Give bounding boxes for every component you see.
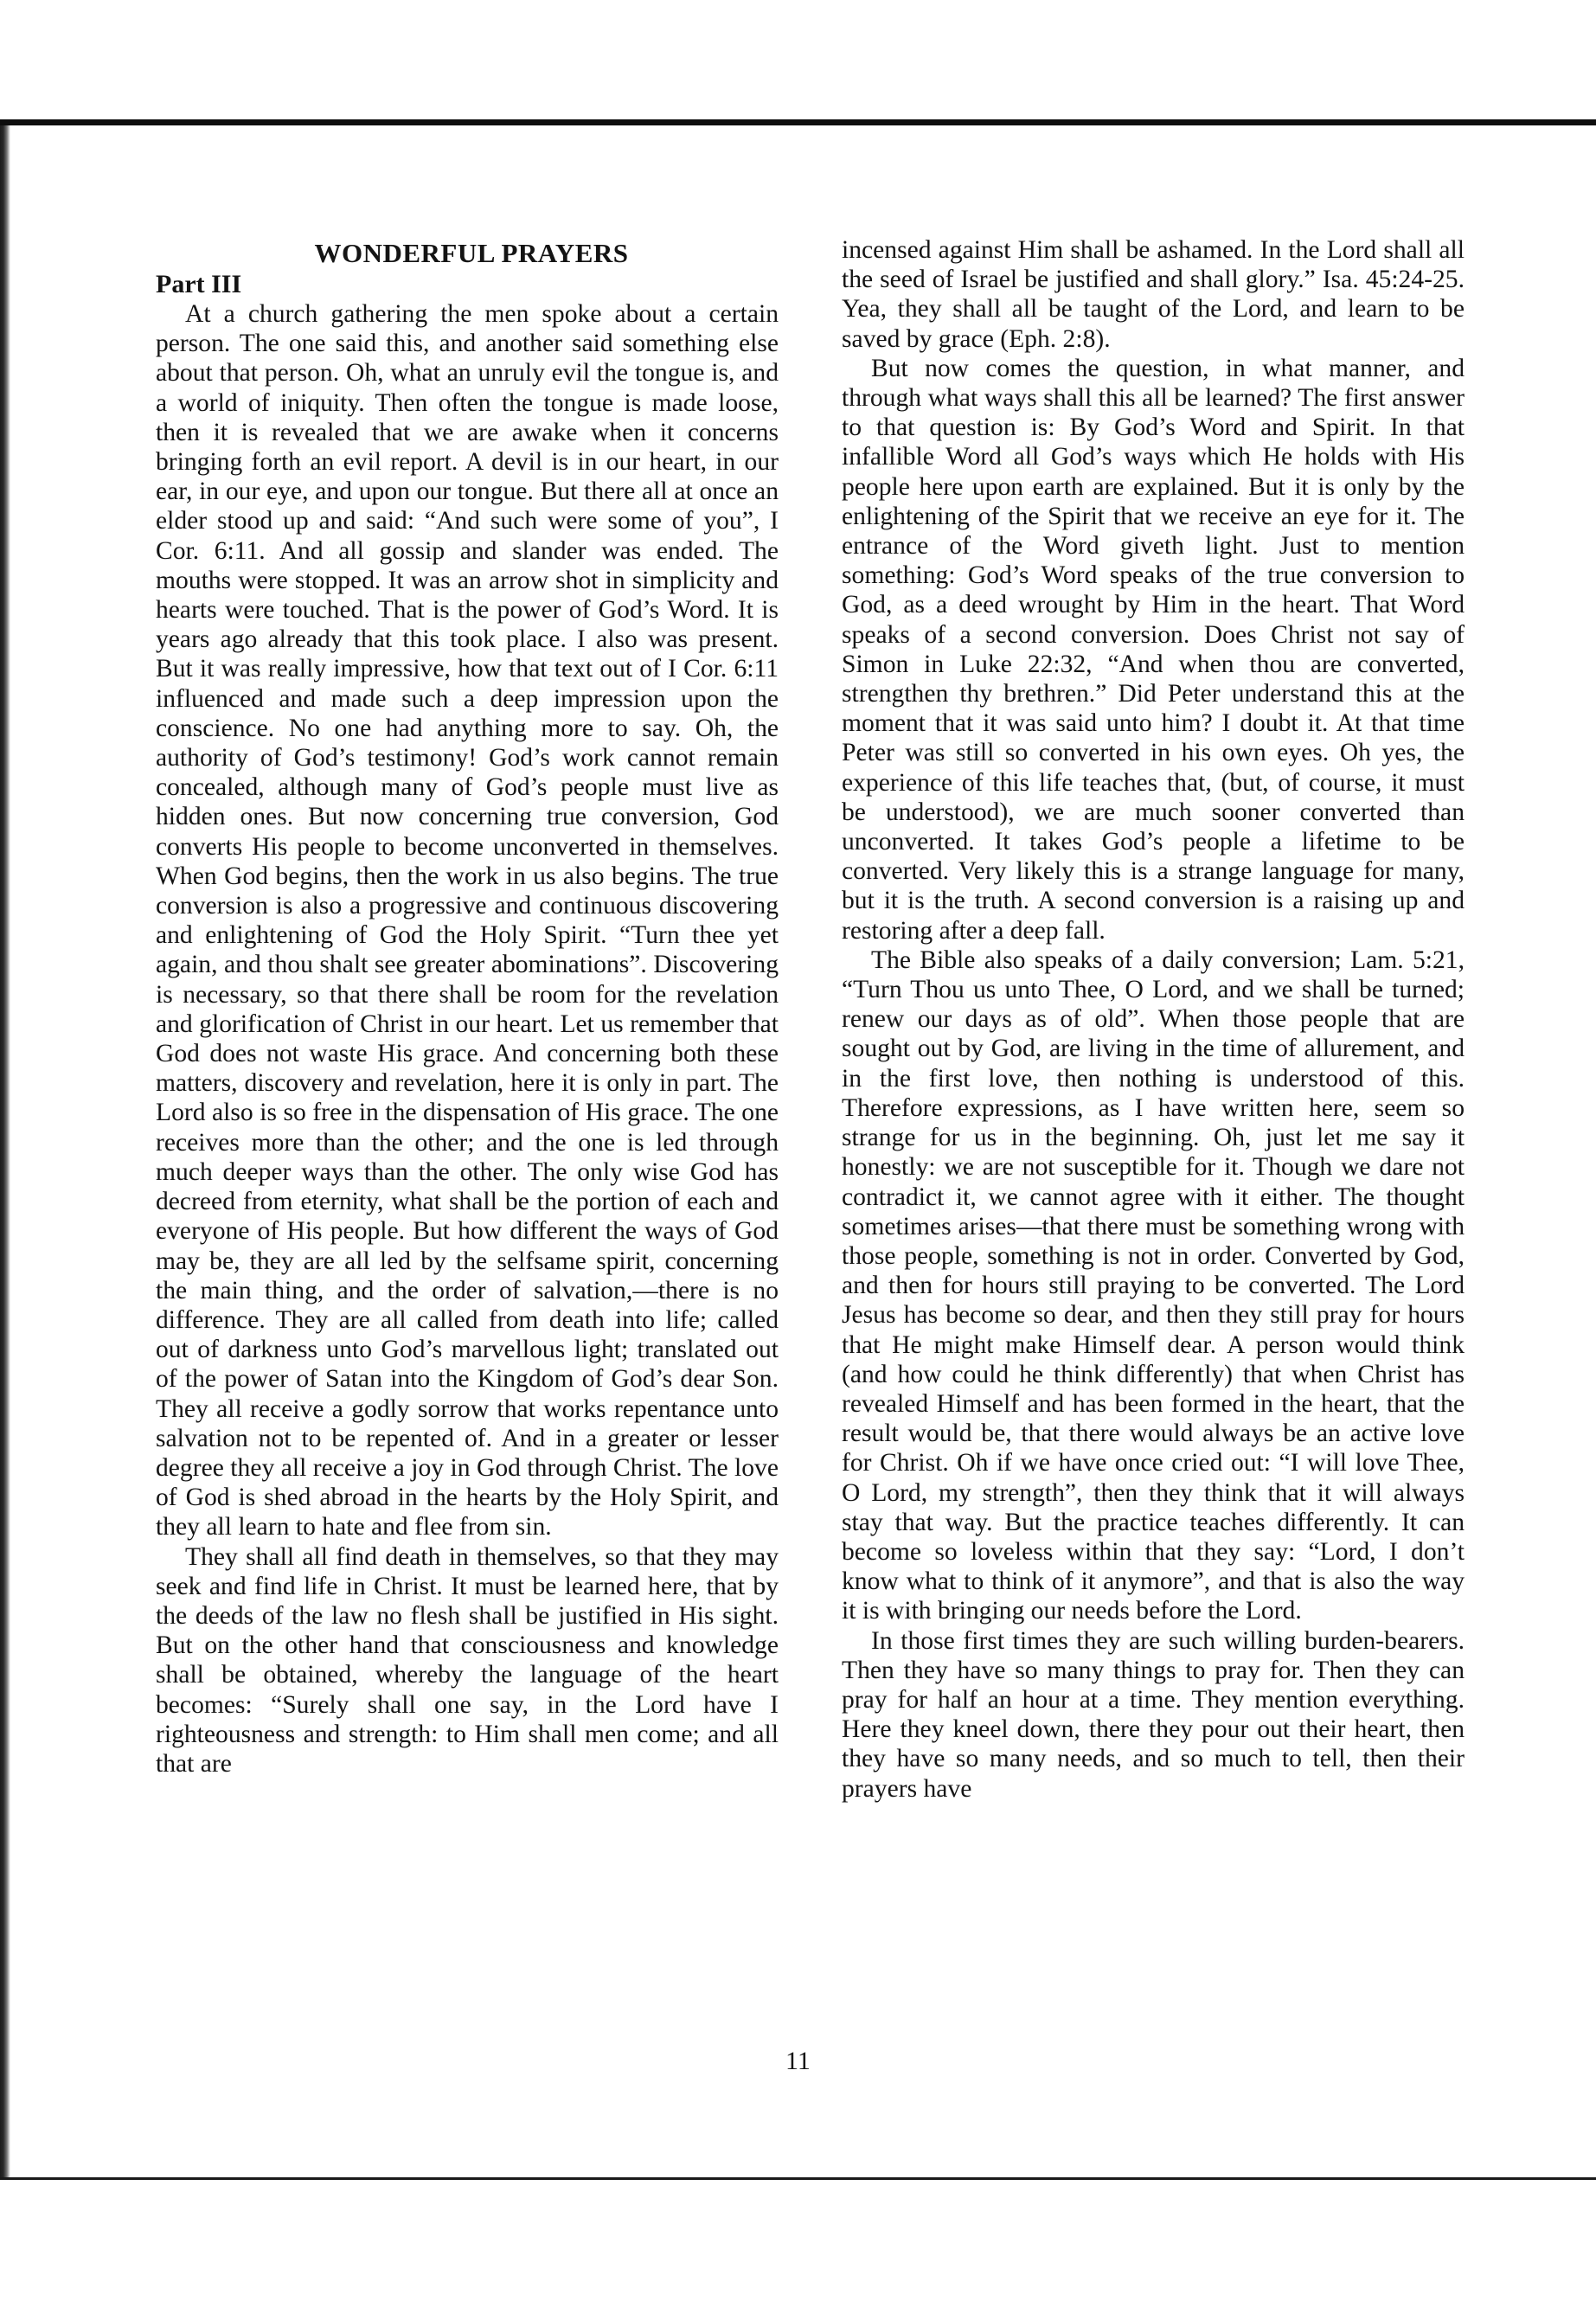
paragraph: They shall all find death in themselves, so that they may seek and find life in Christ. It must be learned here, that by the deeds of the law no flesh shall be justified in His sight. But on the other hand that consciousness and knowledge shall be obtained, whereby the language of the heart becomes: “Surely shall one say, in the Lord have I righteousness and strength: to Him shall men come; and all that are — [156, 1542, 779, 1778]
page-number: 11 — [785, 2047, 811, 2075]
paragraph: incensed against Him shall be ashamed. In the Lord shall all the seed of Israel be justified and shall glory.” Isa. 45:24-25. Yea, they shall all be taught of the Lord, and learn to be saved by grace (Eph. 2:8). — [842, 236, 1465, 353]
paragraph: The Bible also speaks of a daily conversion; Lam. 5:21, “Turn Thou us unto Thee, O Lord, and we shall be turned; renew our days as of old”. When those people that are sought out by God, are living in the time of allurement, and in the first love, then nothing is understood of this. Therefore expressions, as I have written here, seem so strange for us in the beginning. Oh, just let me say it honestly: we are not susceptible for it. Though we dare not contradict it, we cannot agree with it either. The thought sometimes arises—that there must be something wrong with those people, something is not in order. Converted by God, and then for hours still praying to be converted. The Lord Jesus has become so dear, and then they still pray for hours that He might make Himself dear. A person would think (and how could he think differently) that when Christ has revealed Himself and has been formed in the heart, that the result would be, that there would always be an active love for Christ. Oh if we have once cried out: “I will love Thee, O Lord, my strength”, then they think that it will always stay that way. But the practice teaches differently. It can become so loveless within that they say: “Lord, I don’t know what to think of it anymore”, and that is also the way it is with bringing our needs before the Lord. — [842, 945, 1465, 1625]
paragraph: But now comes the question, in what manner, and through what ways shall this all be learned? The first answer to that question is: By God’s Word and Spirit. In that infallible Word all God’s ways which He holds with His people here upon earth are explained. But it is only by the enlightening of the Spirit that we receive an eye for it. The entrance of the Word giveth light. Just to mention something: God’s Word speaks of the true conversion to God, as a deed wrought by Him in the heart. That Word speaks of a second conversion. Does Christ not say of Simon in Luke 22:32, “And when thou are converted, strengthen thy brethren.” Did Peter understand this at the moment that it was said unto him? I doubt it. At that time Peter was still so converted in his own eyes. Oh yes, the experience of this life teaches that, (but, of course, it must be understood), we are much sooner converted than unconverted. It takes God’s people a lifetime to be converted. Very likely this is a strange language for many, but it is the truth. A second conversion is a raising up and restoring after a deep fall. — [842, 354, 1465, 945]
paragraph: At a church gathering the men spoke about a certain person. The one said this, and another said something else about that person. Oh, what an unruly evil the tongue is, and a world of iniquity. Then often the tongue is made loose, then it is revealed that we are awake when it concerns bringing forth an evil report. A devil is in our heart, in our ear, in our eye, and upon our tongue. But there all at once an elder stood up and said: “And such were some of you”, I Cor. 6:11. And all gossip and slander was ended. The mouths were stopped. It was an arrow shot in simplicity and hearts were touched. That is the power of God’s Word. It is years ago already that this took place. I also was present. But it was really impressive, how that text out of I Cor. 6:11 influenced and made such a deep impression upon the conscience. No one had anything more to say. Oh, the authority of God’s testimony! God’s work cannot remain concealed, although many of God’s people must live as hidden ones. But now concerning true conversion, God converts His people to become unconverted in themselves. When God begins, then the work in us also begins. The true conversion is also a progressive and continuous discovering and enlightening of God the Holy Spirit. “Turn thee yet again, and thou shalt see greater abominations”. Discovering is necessary, so that there shall be room for the revelation and glorification of Christ in our heart. Let us remember that God does not waste His grace. And concerning both these matters, discovery and revelation, here it is only in part. The Lord also is so free in the dispensation of His grace. The one receives more than the other; and the one is led through much deeper ways than the other. The only wise God has decreed from eternity, what shall be the portion of each and everyone of His people. But how different the ways of God may be, they are all led by the selfsame spirit, concerning the main thing, and the order of salvation,—there is no difference. They are all called from death into life; called out of darkness unto God’s marvellous light; translated out of the power of Satan into the Kingdom of God’s dear Son. They all receive a godly sorrow that works repentance unto salvation not to be repented of. And in a greater or lesser degree they all receive a joy in God through Christ. The love of God is shed abroad in the hearts by the Holy Spirit, and they all learn to hate and flee from sin. — [156, 300, 779, 1541]
paragraph: In those first times they are such willing burden-bearers. Then they have so many things to pray for. Then they can pray for half an hour at a time. They mention everything. Here they kneel down, there they pour out their heart, then they have so many needs, and so much to tell, then their prayers have — [842, 1626, 1465, 1803]
right-column — [842, 235, 1465, 1804]
top-border-rule — [0, 119, 1596, 125]
left-column — [156, 235, 779, 1779]
scan-left-edge — [0, 125, 10, 2177]
article-subtitle: Part III — [156, 270, 242, 298]
bottom-border-rule — [0, 2177, 1596, 2180]
article-title: WONDERFUL PRAYERS — [314, 238, 629, 268]
